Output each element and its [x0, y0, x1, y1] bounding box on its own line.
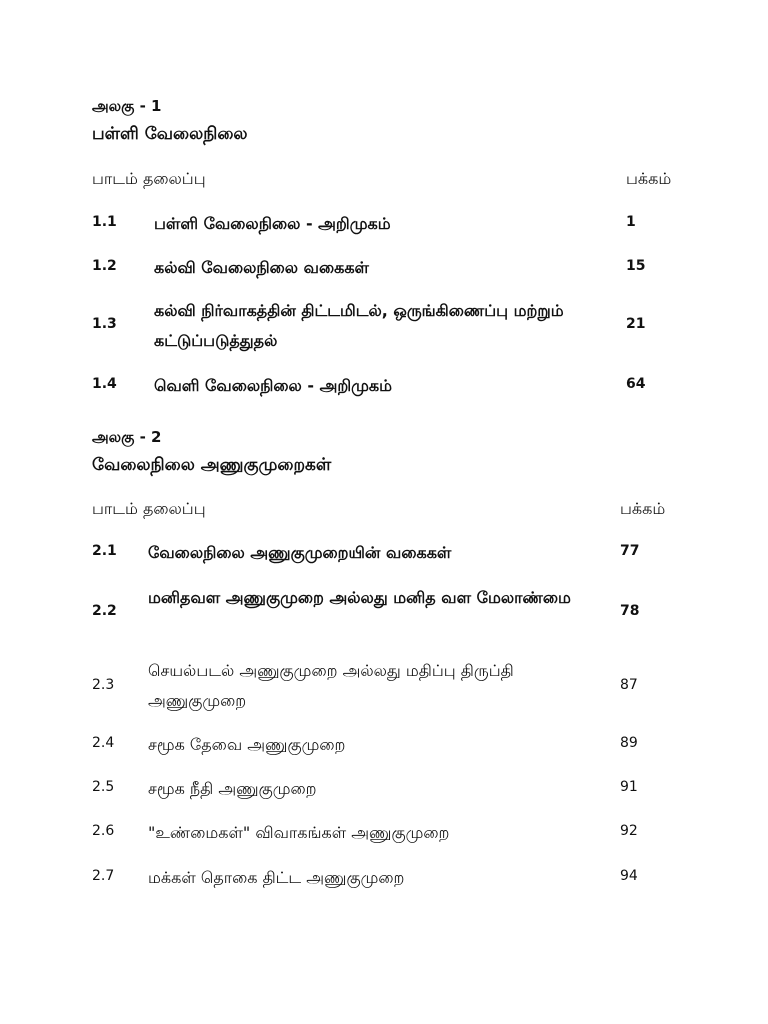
page-number: 64 [626, 376, 646, 392]
lesson-title: கல்வி வேலைநிலை வகைகள் [154, 258, 369, 277]
lesson-number: 1.4 [92, 376, 117, 392]
unit-2-heading [92, 427, 692, 477]
col-title-header: பாடம் தலைப்பு [92, 499, 206, 518]
page-number: 15 [626, 258, 646, 274]
lesson-number: 1.2 [92, 258, 117, 274]
lesson-number: 2.7 [92, 868, 115, 884]
lesson-number: 2.1 [92, 543, 117, 559]
lesson-title: செயல்படல் அணுகுமுறை அல்லது மதிப்பு திருப்தி அணுகுமுறை [148, 661, 514, 710]
lesson-number: 2.2 [92, 603, 117, 619]
lesson-number: 2.6 [92, 823, 115, 839]
page-number: 94 [620, 868, 638, 884]
col-page-header: பக்கம் [626, 169, 672, 188]
page-number: 89 [620, 735, 638, 751]
lesson-title: சமூக நீதி அணுகுமுறை [148, 779, 317, 798]
unit-1-label: அலகு - 1 [92, 97, 162, 115]
lesson-title: மனிதவள அணுகுமுறை அல்லது மனித வள மேலாண்மை [148, 588, 571, 607]
page-number: 1 [626, 214, 636, 230]
page-number: 78 [620, 603, 640, 619]
lesson-title: மக்கள் தொகை திட்ட அணுகுமுறை [148, 868, 405, 887]
unit-1-table-header [92, 167, 692, 191]
page-number: 77 [620, 543, 640, 559]
unit-2-label: அலகு - 2 [92, 428, 162, 446]
lesson-title: "உண்மைகள்" விவாகங்கள் அணுகுமுறை [148, 823, 450, 842]
lesson-number: 1.1 [92, 214, 117, 230]
lesson-number: 2.5 [92, 779, 115, 795]
lesson-title: சமூக தேவை அணுகுமுறை [148, 735, 346, 754]
lesson-title: பள்ளி வேலைநிலை - அறிமுகம் [154, 214, 391, 233]
unit-1-heading [92, 96, 692, 146]
lesson-title: கல்வி நிர்வாகத்தின் திட்டமிடல், ஒருங்கிணைப்பு மற்றும் கட்டுப்படுத்துதல் [154, 301, 564, 350]
lesson-number: 1.3 [92, 316, 117, 332]
page-number: 87 [620, 677, 638, 693]
col-page-header: பக்கம் [620, 499, 666, 518]
page-number: 91 [620, 779, 638, 795]
lesson-number: 2.4 [92, 735, 115, 751]
page-number: 21 [626, 316, 646, 332]
page-number: 92 [620, 823, 638, 839]
unit-2-title: வேலைநிலை அணுகுமுறைகள் [92, 455, 332, 475]
unit-2-table-header [92, 497, 692, 521]
lesson-title: வேலைநிலை அணுகுமுறையின் வகைகள் [148, 543, 452, 562]
col-title-header: பாடம் தலைப்பு [92, 169, 206, 188]
lesson-number: 2.3 [92, 677, 115, 693]
lesson-title: வெளி வேலைநிலை - அறிமுகம் [154, 376, 392, 395]
unit-1-title: பள்ளி வேலைநிலை [92, 124, 248, 144]
